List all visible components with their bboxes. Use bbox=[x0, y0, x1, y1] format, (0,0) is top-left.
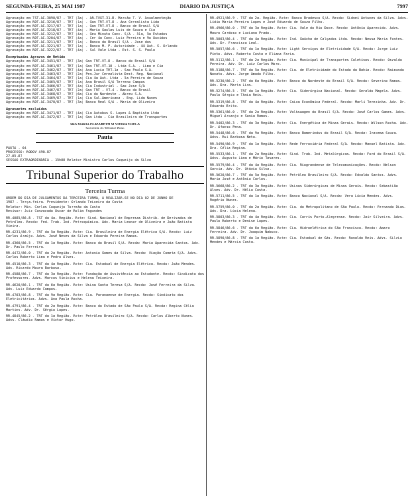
case-entry: RR-4360/86-5 - TRT da 1a Região. Rcte: Banco do Brasil S/A. Recda: Maria Aparecida Santos. Adv. Dr. Paulo Ferreira. bbox=[6, 240, 200, 249]
case-entry: RR-5803/86-3 - TRT da 4a Região. Rcte: Cia. Carris Porto-Alegrense. Recdo: Jair Silveira. Advs. Paulo Roberto e Denise Lopes. bbox=[210, 215, 404, 224]
case-entry: RR-4231/86-9 - TRT da 5a Região. Rcte: Cia. Brasileira de Energia Elétrica S/A. Recdo: Luiz Carlos Araújo. Advs. José Neves da Silva e Eduardo Pereira Ramos. bbox=[6, 230, 192, 239]
agravo-line: Agravação em TST-AI-3090/87 - TRT (3a) - AR-TVGT-31-B. Marcão T. V. Anualmenteção bbox=[6, 16, 172, 20]
case-entry: RR-5188/86-7 - TRT da 5a Região. Rcte: Cia. de Eletricidade do Estado da Bahia. Recdo: Raimundo Nonato. Advs. Jorge Amado Filho. bbox=[210, 68, 404, 77]
agravo-line: Agravação em RDT-AI-3465/87 - TRT (1a) Ana Brasil S/A Terreno Campos bbox=[6, 79, 145, 84]
session-intro bbox=[6, 196, 204, 212]
pauta-lines bbox=[6, 146, 204, 162]
agravo-line: Agravação em RDT-AI-3461/87 - TRT (1a) Gan TRT-VT-10 - Ltda S.A. - Lima e Cia bbox=[6, 63, 164, 68]
agravo-line: Agravação em RDT-AI-3469/87 - TRT (1a) Cia Sul-Americana - Eng. Lida Nunes bbox=[6, 95, 158, 100]
agravo-list-top bbox=[6, 16, 204, 52]
agravo-line: Agravação em RDT-AI-3204/87 - TRT (4a) - Cer 4a Conc. Luiz Pereira e 9o Ouvidos bbox=[6, 36, 168, 41]
agravo-line: Agravação em RDT-AI-3218/87 - TRT (4a) - Mario Gaulas Luis de Souza e Cia bbox=[6, 28, 156, 33]
agravo-line: Agravação em RDT-AI-3462/87 - TRT (4a) Ana Lucia TRT-1a - Sao Paulo S.A. bbox=[6, 67, 153, 72]
case-entry: RR-5620/86-7 - TRT da 5a Região. Rcte: Petróleo Brasileiro S/A. Recdo: Edvaldo Santos. Advs. Maria José e Antônio Carlos. bbox=[210, 173, 398, 182]
tst-title: Tribunal Superior do Trabalho bbox=[6, 166, 204, 184]
header-publication: DIARIO DA JUSTIÇA bbox=[179, 4, 235, 10]
agravo-line: Agravação em RDT-AI-3471/87 - TRT (4a) Cia Autobus S. Lopes & Baptista Ltda bbox=[6, 111, 160, 116]
agravo-line: Agravação em RDT-AI-3451/87 - TRT (3a) Gan TRT-VT-8 - Banco do Brasil S/A bbox=[6, 59, 156, 64]
header-date: SEGUNDA-FEIRA, 25 MAI 1987 bbox=[6, 4, 86, 10]
case-entry: RR-5711/86-5 - TRT da 1a Região. Rcte: Banco Nacional S/A. Recda: Vera Lúcia Mendes. Advs. Rogério Nunes. bbox=[210, 194, 394, 203]
case-entry: RR-5846/86-6 - TRT da 6a Região. Rcte: Cia. Hidroelétrica do São Francisco. Recdo: Amaro Ferreira. Adv. Dr. Joaquim Nabuco. bbox=[210, 225, 390, 234]
case-entry: RR-5448/86-6 - TRT da 9a Região. Rcte: Banco Bamerindus do Brasil S/A. Recda: Iracema Souza. Advs. Rui Barbosa Neto. bbox=[210, 131, 398, 140]
case-entry: RR-5057/86-6 - TRT da 1a Região. Rcte: Light Serviços de Eletricidade S/A. Recdo: Jorge Luiz Pinto. Advs. Roberto Costa e Eliana Faria. bbox=[210, 47, 398, 56]
case-entry: RR-4510/86-3 - TRT da 4a Região. Rcte: Cia. Estadual de Energia Elétrica. Recdo: João Mendes. Adv. Ricardo Moura Barbosa. bbox=[6, 261, 196, 270]
case-entry: RR-5668/86-2 - TRT da 3a Região. Rcte: Usinas Siderúrgicas de Minas Gerais. Recdo: Sebastião Alves. Adv. Dr. Hélio Costa. bbox=[210, 183, 398, 192]
case-entry: RR-5533/86-1 - TRT da 2a Região. Rcte: Sind. Trab. Ind. Metalúrgicas. Recda: Ford do Brasil S/A. Advs. Augusto Lima e Mário Tavares. bbox=[210, 152, 406, 161]
case-entry: RR-4921/86-9 - TST da 2a. Região. Rcte: Banco Bradesco S/A. Recdo: Sidnei Antunes da Silva. Advs. Lidio Maria Pereira Lopes e José Eduardo de Souza Filho. bbox=[210, 16, 409, 25]
agravo-line: Agravação em RDT-AI-3212/87 - TRT (4a) - Geu Minuto Conc. S/A - 51a, 5a Estados bbox=[6, 32, 168, 37]
case-entry: RR-4588/86-7 - TRT da 3a Região. Rcte: Fundação de Assistência ao Estudante. Recdo: Sindicato dos Professores. Advs. Marcos Vinicius e Helena Teixeira. bbox=[6, 272, 205, 281]
header-page-number: 7997 bbox=[397, 4, 408, 10]
intro-line: Relator: Min. Carlos Coqueijo Torreão da Costa bbox=[6, 204, 100, 209]
agravo-line: Agravação em RDT-AI-3467/87 - TRT (2a) Gan TRT - VT-4 - Banco do Brasil bbox=[6, 87, 151, 92]
right-column bbox=[210, 16, 408, 247]
header-rule bbox=[6, 12, 408, 13]
pauta-line: PAUTA - 04 bbox=[6, 146, 27, 151]
agravo-line: Agravação em RDT-AI-3217/87 - TRT (1a) - Gan TRT-VT-8 - Banco de Brasil S/A bbox=[6, 24, 160, 29]
right-case-entries bbox=[210, 16, 408, 244]
case-entry: RR-5112/86-1 - TRT da 2a Região. Rcte: Cia. Municipal de Transportes Coletivos. Recdo: Osvaldo Pereira. Adv. Dr. Luiz Carlos Moro. bbox=[210, 57, 402, 66]
agravo-line: Agravação em RDT-AI-3466/87 - TRT (4a) Cia Industrial - Sao Jose S/A bbox=[6, 83, 145, 88]
pauta-line: 27.05.87 bbox=[6, 154, 23, 159]
agravo-line: Agravação em RDT-AI-3221/87 - TRT (1a) - Banco M. P. Autoridade - 44 Aut. S. Orlando bbox=[6, 44, 178, 49]
agravo-line: Agravação em RDT-AI-3472/87 - TRT (1a) Gan Ltda - Cia Brasileira de Transportes bbox=[6, 115, 168, 120]
pauta-line: SESSÃO EXTRAORDINÁRIA - 15h00 Relator Ministro Carlos Coqueijo da Silva bbox=[6, 158, 151, 163]
agravo-line: Agravação em RDT-AI-3470/87 - TRT (3a) Banco Real S/A - Maria de Oliveira bbox=[6, 99, 156, 104]
case-entry: RR-5759/86-0 - TRT da 2a Região. Rcte: Cia. do Metropolitano de São Paulo. Recdo: Fernando Dias. Adv. Dra. Lúcia Helena. bbox=[210, 204, 406, 213]
case-entry: RR-4703/86-8 - TRT da 9a Região. Rcte: Cia. Paranaense de Energia. Recdo: Sindicato dos Eletricitários. Advs. Ana Paula Rocha. bbox=[6, 293, 184, 302]
section-title-retido: Exceptuadas Agravos de Retido bbox=[6, 55, 66, 60]
case-entry: RR-4791/86-4 - TRT da 2a Região. Rcte: Banco do Estado de São Paulo S/A. Recda: Regina Célia Martins. Adv. Dr. Sérgio Lopes. bbox=[6, 303, 194, 312]
signature-role: Secretária do Tribunal Pleno bbox=[85, 126, 125, 131]
section-title-excluidos: Agravantes excluídos bbox=[6, 106, 47, 111]
case-entry: RR-5274/86-5 - TRT da 1a Região. Rcte: Cia. Siderúrgica Nacional. Recdo: Geraldo Magela. Advs. Paulo Sérgio e Tânia Reis. bbox=[210, 89, 402, 98]
agravo-line: Agravação em RDT-AI-3211/87 - TRT (1a) - Banco do Brasil S/A - Jose dos bbox=[6, 40, 151, 45]
case-entry: RR-5490/86-9 - TRT da 1a Região. Rcte: Rede Ferroviária Federal S/A. Recdo: Manoel Batista. Adv. Dra. Célia Regina. bbox=[210, 141, 406, 150]
left-case-entries bbox=[6, 216, 204, 323]
case-entry: RR-4966/86-0 - TRT da 3a Região. Rcte: Cia. Vale do Rio Doce. Recdo: Antônio Aparecido. Advs. Mauro Cardoso e Luciana Prado. bbox=[210, 26, 400, 35]
case-entry: RR-4620/86-1 - TRT da 6a Região. Rcte: Usina Santa Teresa S/A. Recdo: José Ferreira da Silva. Adv. Luiz Eduardo Campos. bbox=[6, 282, 196, 291]
pauta-line: PROCESSO: RODOV 490-87 bbox=[6, 150, 51, 155]
agravo-line: Agravação em RDT-AI-3463/87 - TRT (2a) Pen-Jur Cerealista Dest. Reg. Nacional bbox=[6, 71, 164, 76]
left-column bbox=[6, 16, 204, 324]
intro-line: Revisor: Juiz Convocado Oscar de Rolim Fagundes bbox=[6, 208, 102, 213]
agravo-line: Agravação em RDT-AI-3468/87 - TRT (6a) Cia do Nordeste - Abreu S.A. bbox=[6, 91, 143, 96]
signature-name: SRA MARIA ELIZABETH M VIEIRA VOELA bbox=[70, 122, 140, 127]
case-entry: RR-5402/86-3 - TRT da 3a Região. Rcte: Cia. Energética de Minas Gerais. Recdo: Wilson Rocha. Adv. Dr. Afonso Pena. bbox=[210, 120, 409, 129]
case-entry: RR-5361/86-0 - TRT da 2a Região. Rcte: Volkswagen do Brasil S/A. Recdo: José Carlos Gomes. Advs. Miguel Arcanjo e Sonia Ramos. bbox=[210, 110, 406, 119]
column-divider bbox=[206, 14, 207, 496]
agravo-line: Agravação em RDT-AI-3222/87 - TRT (4a) - Sul Vale Ltda - Est. S. S. Paulo bbox=[6, 48, 156, 53]
case-entry: RR-5230/86-2 - TRT da 6a Região. Rcte: Banco do Nordeste do Brasil S/A. Recdo: Severino Ramos. Adv. Dra. Marta Lins. bbox=[210, 78, 402, 87]
case-entry: RR-4085/86-8 - TST da 4a. Região. Rcte: Sind. Nacional de Empresas Distrib. de Derivados de Petróleo. Recdo: Fed. Trab. Ind. Petroquímica. Adv. Maria Leonor de Oliveira e João Batista Vieira. bbox=[6, 215, 192, 228]
case-entry: RR-4845/86-2 - TRT da 1a Região. Rcte: Petróleo Brasileiro S/A. Recdo: Carlos Alberto Nunes. Advs. Cláudio Ramos e Victor Hugo. bbox=[6, 314, 194, 323]
case-entry: RR-5890/86-8 - TRT da 1a Região. Rcte: Cia. Estadual de Gás. Recdo: Ronaldo Reis. Advs. Silvio Mendes e Márcia Costa. bbox=[210, 236, 402, 245]
case-entry: RR-5319/86-8 - TRT da 4a Região. Rcte: Caixa Econômica Federal. Recda: Marli Terezinha. Adv. Dr. Eduardo Brito. bbox=[210, 99, 406, 108]
case-entry: RR-4472/86-0 - TRT da 2a Região. Rcte: Antonio Gomes da Silva. Recda: Viação Cometa S/A. Advs. Carlos Roberto Lima e Pedro Alves. bbox=[6, 251, 198, 260]
intro-line: 1987 - Terça-feira. Presidente: Orlando Teixeira da Costa bbox=[6, 200, 123, 205]
intro-line: ORDEM DO DIA DE JULGAMENTOS DA TERCEIRA TURMA, A REALIZAR-SE NO DIA 02 DE JUNHO DE bbox=[6, 196, 174, 201]
agravo-list-excluidos bbox=[6, 111, 204, 119]
case-entry: RR-5003/86-4 - TRT da 4a Região. Rcte: Ind. Gaúcha de Calçados Ltda. Recda: Neusa Maria Fontes. Adv. Dr. Francisco Leal. bbox=[210, 36, 404, 46]
case-entry: RR-5579/86-4 - TRT da 4a Região. Rcte: Cia. Riograndense de Telecomunicações. Recdo: Nelson Garcia. Adv. Dr. Otávio Silva. bbox=[210, 162, 396, 171]
pauta-title: Pauta bbox=[36, 133, 174, 143]
agravo-line: Agravação em RDT-AI-3216/87 - TRT (1a) - Gan TRT-VT-8 - Ana Cerealista Lida bbox=[6, 20, 160, 25]
agravo-list-retido bbox=[6, 59, 204, 104]
agravo-line: Agravação em RDT-AI-3464/87 - TRT (1a) Cia 4a Aut. Ltda - 5a Pereira de Souza bbox=[6, 75, 164, 80]
turma-title: Terceira Turma bbox=[85, 188, 125, 196]
